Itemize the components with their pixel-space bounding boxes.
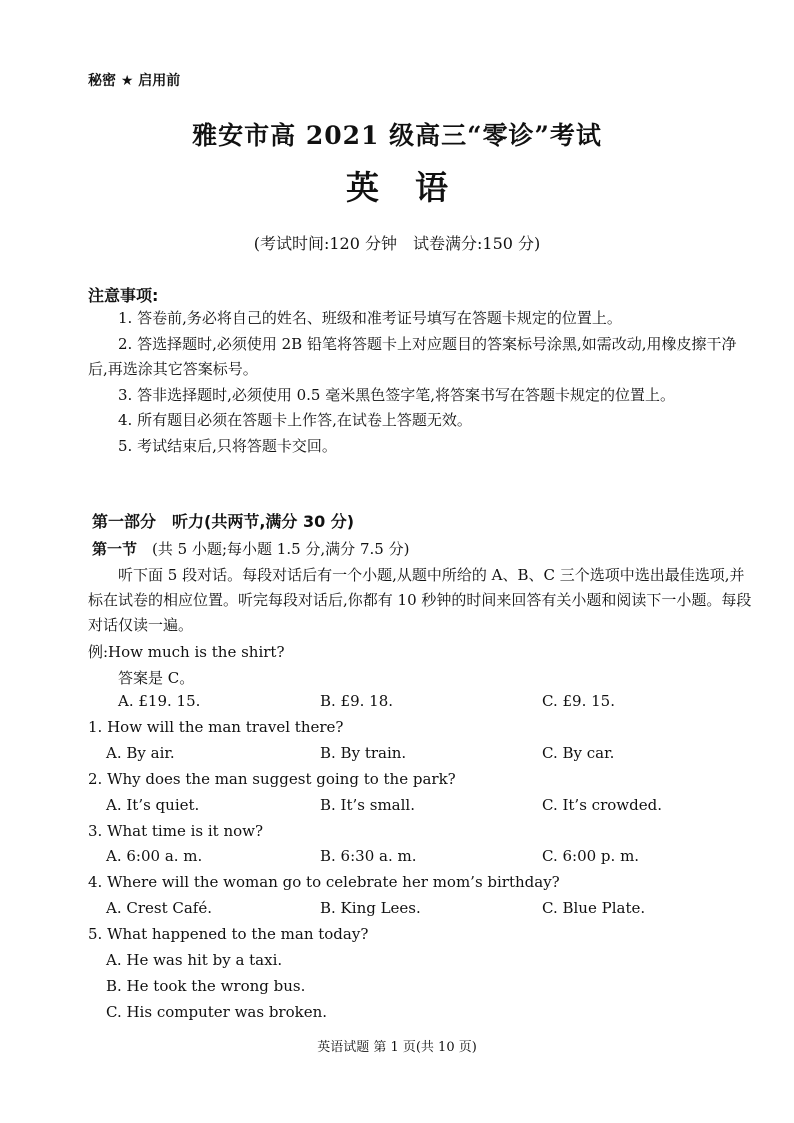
- q4-option-a: A. Crest Café.: [106, 899, 213, 917]
- example-option-b: B. £9. 18.: [320, 692, 394, 710]
- q1-option-a: A. By air.: [106, 744, 175, 762]
- example-option-a: A. £19. 15.: [118, 692, 201, 710]
- question-2: 2. Why does the man suggest going to the park?: [88, 770, 456, 788]
- q5-option-c: C. His computer was broken.: [106, 1003, 328, 1021]
- q2-option-a: A. It’s quiet.: [106, 796, 200, 814]
- q4-option-c: C. Blue Plate.: [542, 899, 646, 917]
- q5-option-a: A. He was hit by a taxi.: [106, 951, 283, 969]
- notice-item: 2. 答选择题时,必须使用 2B 铅笔将答题卡上对应题目的答案标号涂黑,如需改动,用橡皮擦干净后,再选涂其它答案标号。: [88, 334, 737, 378]
- notice-item: 1. 答卷前,务必将自己的姓名、班级和准考证号填写在答题卡规定的位置上。: [118, 309, 622, 327]
- section1-heading: [92, 538, 409, 559]
- q1-option-b: B. By train.: [320, 744, 407, 762]
- subject-title: 英语: [346, 168, 484, 207]
- q5-option-b: B. He took the wrong bus.: [106, 977, 306, 995]
- q2-option-b: B. It’s small.: [320, 796, 415, 814]
- notice-list: [88, 306, 752, 459]
- q4-option-b: B. King Lees.: [320, 899, 421, 917]
- section1-desc: (共 5 小题;每小题 1.5 分,满分 7.5 分): [152, 540, 410, 558]
- listening-intro: 听下面 5 段对话。每段对话后有一个小题,从题中所给的 A、B、C 三个选项中选出最佳选项,并标在试卷的相应位置。听完每段对话后,你都有 10 秒钟的时间来回答有关小题和阅读下一小题。每段对话仅读一遍。: [88, 566, 752, 634]
- notice-item: 3. 答非选择题时,必须使用 0.5 毫米黑色签字笔,将答案书写在答题卡规定的位置上。: [118, 385, 676, 404]
- q3-option-b: B. 6:30 a. m.: [320, 847, 417, 865]
- exam-title: 雅安市高 2021 级高三“零诊”考试: [192, 121, 602, 150]
- q3-option-a: A. 6:00 a. m.: [106, 847, 203, 865]
- page-footer: 英语试题 第 1 页(共 10 页): [317, 1040, 477, 1055]
- notice-item: 4. 所有题目必须在答题卡上作答,在试卷上答题无效。: [118, 411, 472, 429]
- confidential-label: 秘密 ★ 启用前: [88, 73, 181, 89]
- section1-title: 第一节: [92, 540, 138, 558]
- example-answer: 答案是 C。: [118, 669, 195, 687]
- notice-heading: 注意事项:: [88, 286, 159, 305]
- question-5: 5. What happened to the man today?: [88, 925, 369, 943]
- part1-heading: 第一部分 听力(共两节,满分 30 分): [92, 512, 355, 531]
- q3-option-c: C. 6:00 p. m.: [542, 847, 640, 865]
- notice-item: 5. 考试结束后,只将答题卡交回。: [118, 436, 337, 455]
- q1-option-c: C. By car.: [542, 744, 615, 762]
- question-1: 1. How will the man travel there?: [88, 718, 344, 736]
- question-3: 3. What time is it now?: [88, 822, 264, 840]
- q2-option-c: C. It’s crowded.: [542, 796, 662, 814]
- example-option-c: C. £9. 15.: [542, 692, 615, 710]
- question-4: 4. Where will the woman go to celebrate her mom’s birthday?: [88, 873, 560, 891]
- exam-meta: (考试时间:120 分钟 试卷满分:150 分): [253, 234, 541, 253]
- example-question: 例:How much is the shirt?: [88, 643, 285, 661]
